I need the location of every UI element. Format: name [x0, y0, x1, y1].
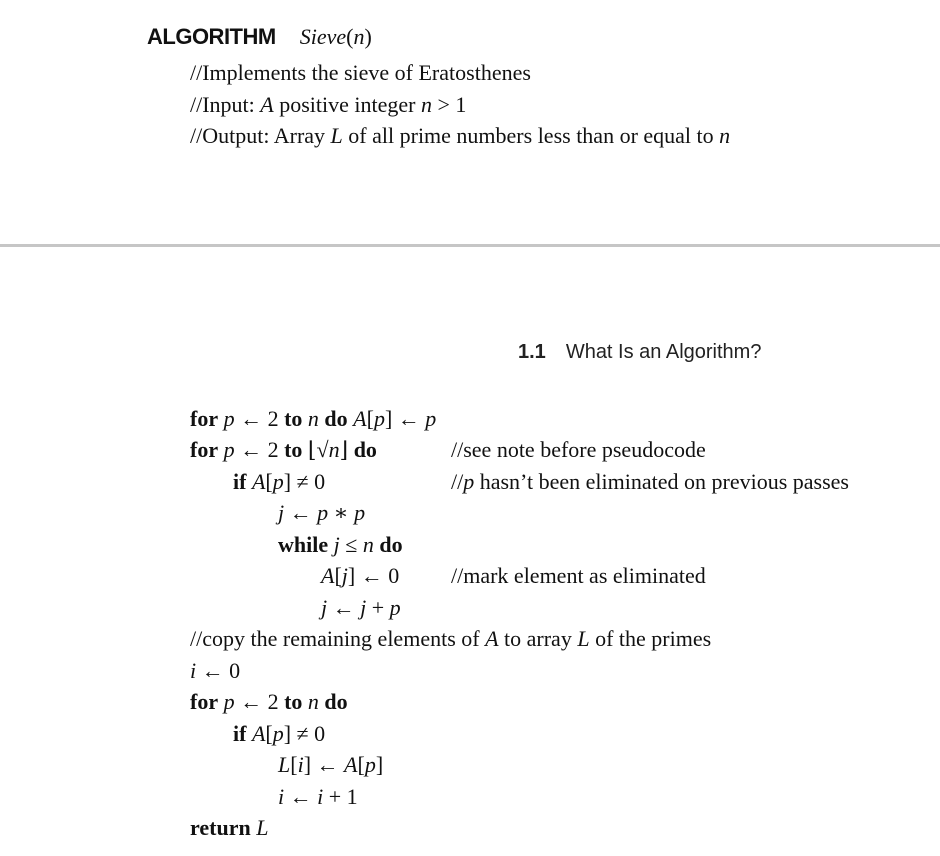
header-comment-output: //Output: Array L of all prime numbers less than or equal to n	[190, 123, 731, 148]
code-line-4: j ← p ∗ p	[278, 500, 366, 525]
code-line-13: i ← i + 1	[278, 784, 358, 809]
page-divider	[0, 244, 940, 247]
code-line-3: if A[p] ≠ 0	[233, 469, 326, 494]
code-comment-3: //p hasn’t been eliminated on previous passes	[451, 469, 849, 494]
code-line-6: A[j] ← 0	[321, 563, 400, 588]
algorithm-keyword: ALGORITHM	[147, 24, 276, 49]
algorithm-param: n	[353, 24, 365, 49]
code-line-11: if A[p] ≠ 0	[233, 721, 326, 746]
header-comment-implements: //Implements the sieve of Eratosthenes	[190, 60, 531, 85]
code-line-8: //copy the remaining elements of A to array L of the primes	[190, 626, 712, 651]
algorithm-name: Sieve	[299, 24, 347, 49]
header-comment-input: //Input: A positive integer n > 1	[190, 92, 467, 117]
code-comment-2: //see note before pseudocode	[451, 437, 706, 462]
code-line-7: j ← j + p	[321, 595, 401, 620]
code-line-14: return L	[190, 815, 269, 840]
code-line-9: i ← 0	[190, 658, 241, 683]
code-line-12: L[i] ← A[p]	[278, 752, 384, 777]
algorithm-header	[147, 22, 372, 52]
section-title: What Is an Algorithm?	[565, 341, 762, 363]
code-line-2: for p ← 2 to ⌊√n⌋ do	[190, 437, 377, 462]
code-comment-6: //mark element as eliminated	[451, 563, 706, 588]
code-line-10: for p ← 2 to n do	[190, 689, 348, 714]
section-number: 1.1	[518, 341, 546, 363]
code-line-1: for p ← 2 to n do A[p] ← p	[190, 406, 437, 431]
running-head	[518, 338, 761, 366]
algorithm-signature: Sieve(n)	[299, 24, 372, 49]
code-line-5: while j ≤ n do	[278, 532, 403, 557]
